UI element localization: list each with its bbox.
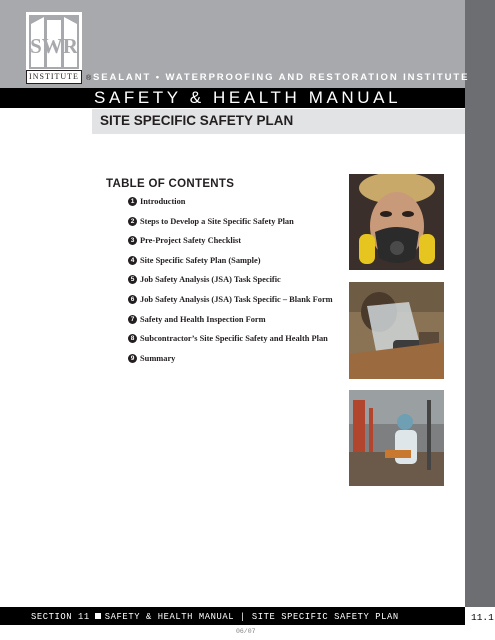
footer-section: SECTION 11 — [31, 612, 90, 622]
footer-text — [31, 612, 399, 622]
toc-list — [128, 196, 333, 372]
toc-item-label: Job Safety Analysis (JSA) Task Specific — [140, 275, 281, 285]
toc-item-label: Summary — [140, 353, 176, 363]
toc-item-number: 5 — [128, 275, 137, 284]
toc-item-number: 3 — [128, 236, 137, 245]
toc-item-number: 1 — [128, 197, 137, 206]
toc-item-label: Steps to Develop a Site Specific Safety Plan — [140, 216, 294, 226]
toc-item[interactable] — [128, 216, 333, 236]
toc-item-number: 8 — [128, 334, 137, 343]
toc-item-label: Site Specific Safety Plan (Sample) — [140, 255, 261, 265]
toc-item-number: 7 — [128, 315, 137, 324]
registered-mark: ® — [86, 75, 92, 82]
toc-item-label: Introduction — [140, 197, 186, 206]
swr-institute-logo — [26, 12, 82, 82]
toc-item-number: 9 — [128, 354, 137, 363]
footer-manual: SAFETY & HEALTH MANUAL — [104, 612, 235, 622]
square-bullet-icon — [95, 613, 101, 619]
toc-item-label: Safety and Health Inspection Form — [140, 314, 266, 324]
face-shield-grinding-photo — [349, 282, 444, 379]
respirator-worker-photo — [349, 174, 444, 270]
site-worker-protective-gear-photo — [349, 390, 444, 486]
toc-item[interactable] — [128, 314, 333, 334]
toc-item[interactable] — [128, 235, 333, 255]
organization-name: SEALANT • WATERPROOFING AND RESTORATION INSTITUTE — [93, 72, 470, 83]
toc-item-number: 4 — [128, 256, 137, 265]
toc-item[interactable] — [128, 294, 333, 314]
swr-logo-mark-icon — [26, 12, 82, 72]
manual-title: SAFETY & HEALTH MANUAL — [94, 88, 402, 107]
toc-item-number: 2 — [128, 217, 137, 226]
toc-item[interactable] — [128, 333, 333, 353]
page-number: 11.1 — [471, 612, 494, 623]
logo-institute-label: INSTITUTE — [26, 70, 82, 84]
toc-heading: TABLE OF CONTENTS — [106, 178, 235, 190]
toc-item[interactable] — [128, 274, 333, 294]
toc-item-label: Job Safety Analysis (JSA) Task Specific – Blank Form — [140, 294, 333, 304]
toc-item[interactable] — [128, 196, 333, 216]
footer-separator: | — [240, 612, 246, 622]
toc-item[interactable] — [128, 353, 333, 373]
footer-plan: SITE SPECIFIC SAFETY PLAN — [251, 612, 399, 622]
toc-item-number: 6 — [128, 295, 137, 304]
side-band — [465, 0, 495, 607]
revision-date: 06/07 — [236, 628, 256, 635]
svg-text:SWR: SWR — [30, 34, 78, 58]
section-title: SITE SPECIFIC SAFETY PLAN — [100, 113, 294, 128]
toc-item-label: Subcontractor’s Site Specific Safety and Health Plan — [140, 334, 328, 344]
toc-item-label: Pre-Project Safety Checklist — [140, 236, 242, 246]
toc-item[interactable] — [128, 255, 333, 275]
